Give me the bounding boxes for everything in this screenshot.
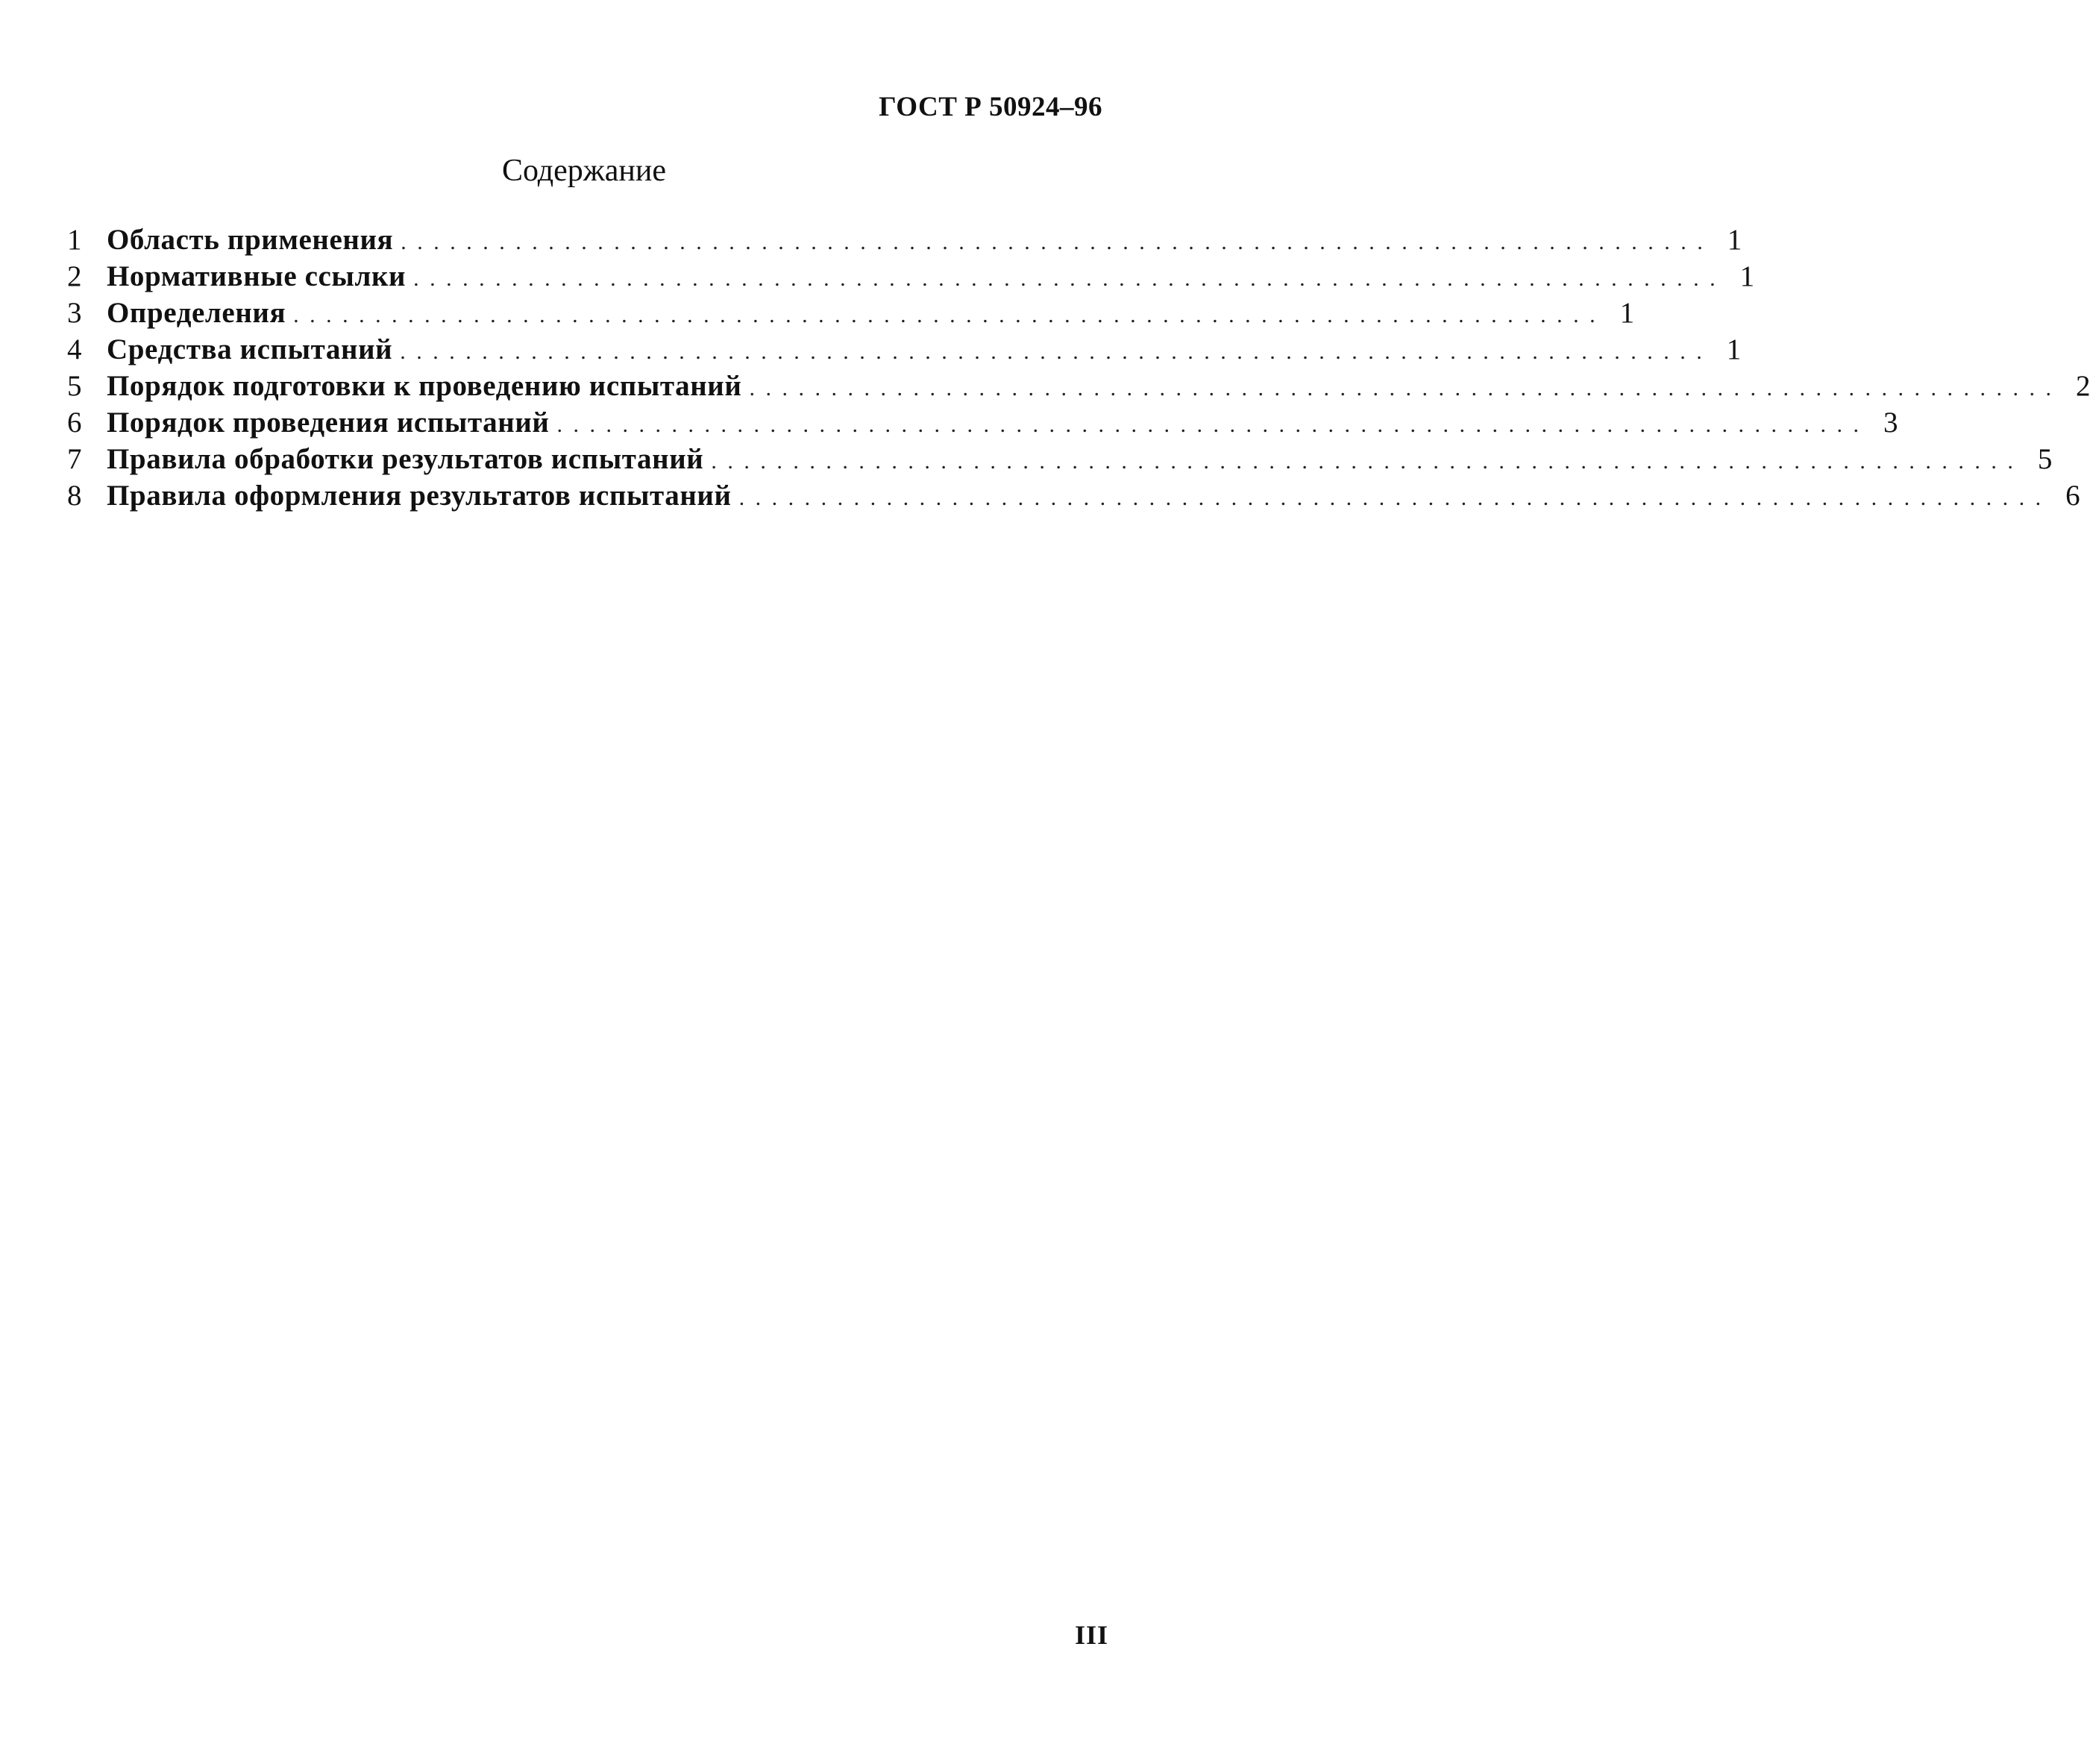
toc-entry-number: 3 — [67, 297, 82, 329]
dot-leader: ................................................................................ — [738, 486, 2052, 510]
toc-entry-number: 8 — [67, 480, 82, 512]
dot-leader: ................................................................................ — [293, 303, 1607, 327]
toc-entry-title: Средства испытаний — [107, 333, 393, 365]
toc-entry-page: 2 — [2075, 370, 2090, 402]
dot-leader: ................................................................................ — [401, 230, 1714, 254]
toc-entry[interactable] — [67, 258, 1755, 295]
toc-entry-number: 1 — [67, 224, 82, 256]
toc-entry[interactable] — [67, 222, 1742, 258]
toc-entry-page: 6 — [2065, 480, 2080, 512]
toc-entry-page: 1 — [1619, 297, 1635, 329]
toc-entry-page: 5 — [2037, 443, 2053, 475]
toc-entry-number: 5 — [67, 370, 82, 402]
toc-title: Содержание — [501, 154, 667, 188]
toc-entry-title: Порядок проведения испытаний — [107, 407, 550, 439]
toc-entry-title: Порядок подготовки к проведению испытаний — [107, 370, 742, 402]
toc-entry-number: 4 — [67, 333, 82, 365]
toc-entry-page: 3 — [1883, 407, 1898, 439]
toc-entry-title: Правила обработки результатов испытаний — [107, 443, 704, 475]
toc-entry-number: 6 — [67, 407, 82, 439]
toc-entry-title: Определения — [107, 297, 286, 329]
toc-entry-page: 1 — [1726, 333, 1742, 365]
toc-entry-number: 2 — [67, 260, 82, 292]
page-number: III — [1074, 1620, 1108, 1650]
document-code: ГОСТ Р 50924–96 — [879, 92, 1102, 122]
table-of-contents — [67, 222, 2090, 514]
toc-entry[interactable] — [67, 477, 2080, 514]
toc-entry[interactable] — [67, 295, 1635, 331]
toc-entry[interactable] — [67, 368, 2090, 404]
toc-entry-page: 1 — [1727, 224, 1742, 256]
toc-entry-title: Нормативные ссылки — [107, 260, 407, 292]
toc-entry-title: Правила оформления результатов испытаний — [107, 480, 732, 512]
toc-entry-page: 1 — [1739, 260, 1755, 292]
dot-leader: ................................................................................ — [556, 412, 1870, 437]
toc-entry[interactable] — [67, 441, 2053, 477]
toc-entry-number: 7 — [67, 443, 82, 475]
toc-entry[interactable] — [67, 404, 1898, 441]
toc-entry[interactable] — [67, 331, 1742, 368]
dot-leader: ................................................................................ — [400, 339, 1713, 364]
dot-leader: ................................................................................ — [413, 266, 1727, 291]
dot-leader: ................................................................................ — [711, 449, 2024, 474]
toc-entry-title: Область применения — [107, 224, 394, 256]
dot-leader: ................................................................................ — [749, 376, 2062, 401]
